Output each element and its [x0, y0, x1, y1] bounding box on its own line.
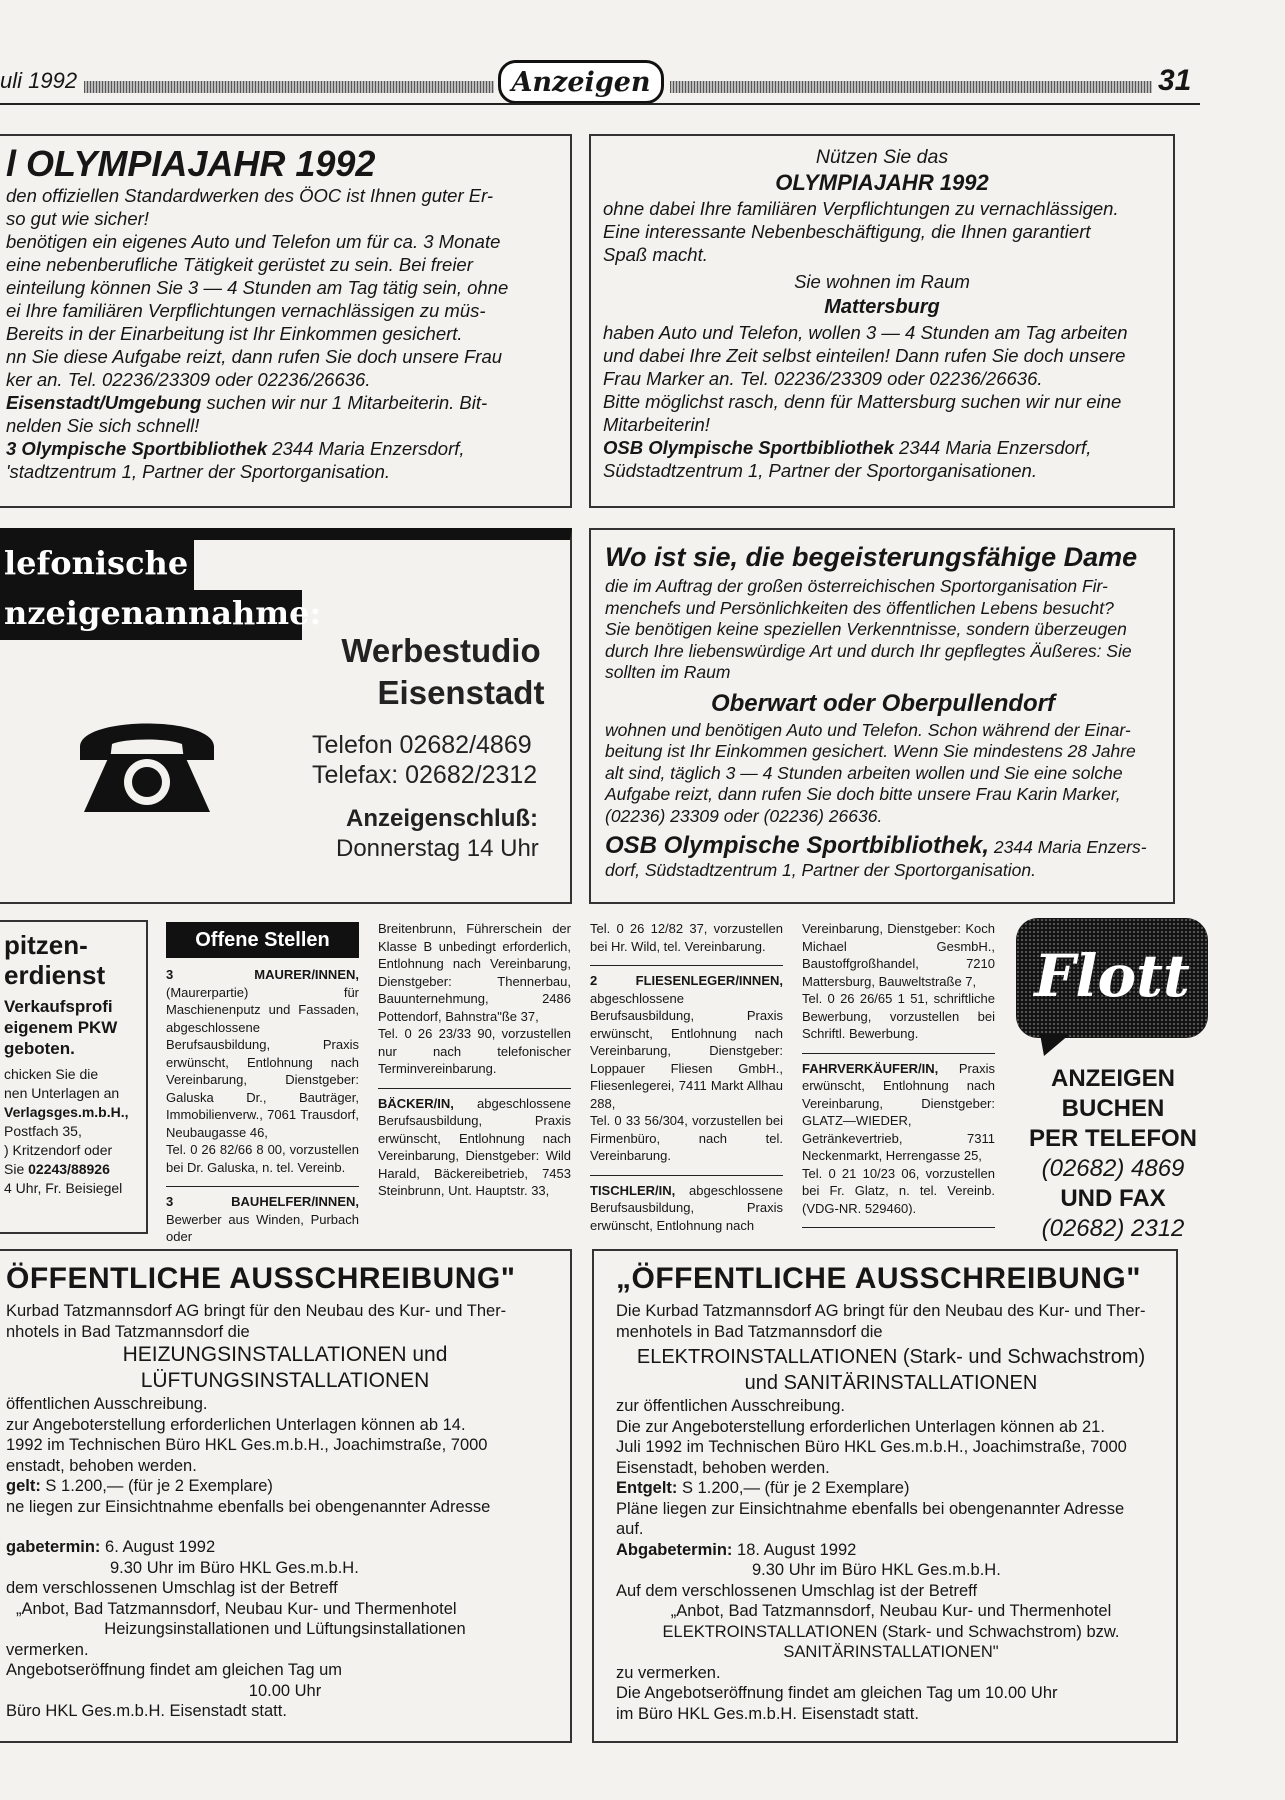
ad1-region: Eisenstadt/Umgebung	[6, 392, 202, 413]
ad-flott	[1016, 918, 1210, 1242]
ad1-line: den offiziellen Standardwerken des ÖOC ist Ihnen guter Er-	[6, 185, 494, 206]
telephone-icon	[72, 708, 222, 818]
ad1-line: einteilung können Sie 3 — 4 Stunden am Tag tätig sein, ohne	[6, 277, 509, 298]
tender1-line: nhotels in Bad Tatzmannsdorf die	[6, 1322, 250, 1341]
ad5-sub: Verkaufsprofi	[4, 997, 113, 1016]
ad4-sig-name: OSB Olympische Sportbibliothek,	[605, 832, 990, 859]
header-rule	[0, 103, 1200, 105]
job-fliesenleger-title: 2 FLIESENLEGER/INNEN,	[590, 973, 783, 988]
tender2-quote: „Anbot, Bad Tatzmannsdorf, Neubau Kur- und Thermenhotel	[670, 1602, 1112, 1620]
ad3-company-2: Eisenstadt	[377, 674, 545, 711]
tender-heizung	[0, 1249, 572, 1743]
tender2-fee-value: S 1.200,— (für je 2 Exemplare)	[677, 1479, 910, 1497]
jobs-divider	[166, 1186, 359, 1187]
jobs-column-1	[166, 920, 359, 1256]
job-fahrverkaeufer-text: Praxis erwünscht, Entlohnung nach Vereinbarung, Dienstgeber: GLATZ—WIEDER, Getränkevertrieb, 7311 Neckenmarkt, Herrengasse 25,	[802, 1060, 995, 1163]
ad4-title: Wo ist sie, die begeisterungsfähige Dame	[605, 542, 1138, 572]
ad5-hours: 4 Uhr, Fr. Beisiegel	[4, 1180, 123, 1196]
job-fliesenleger	[590, 972, 783, 1165]
jobs-divider	[378, 1088, 571, 1089]
ad3-deadline: Donnerstag 14 Uhr	[336, 835, 539, 862]
job-tischler-tel: Tel. 0 26 26/65 1 51, schriftliche Bewerbung, vorzustellen bei Schriftl. Bewerbung.	[802, 991, 995, 1041]
flott-phone: (02682) 4869	[1041, 1155, 1185, 1182]
ad5-addr: ) Kritzendorf oder	[4, 1142, 113, 1158]
ad2-line: Bitte möglichst rasch, denn für Mattersburg suchen wir nur eine	[603, 391, 1122, 412]
job-bauhelfer-cont	[378, 920, 571, 1078]
ad4-line: (02236) 23309 oder (02236) 26636.	[605, 805, 883, 826]
ad-olympiajahr-left	[0, 134, 572, 508]
ad2-line: Eine interessante Nebenbeschäftigung, die Ihnen garantiert	[603, 221, 1091, 242]
jobs-title: Offene Stellen	[166, 922, 359, 958]
job-fahrverkaeufer-title: FAHRVERKÄUFER/IN,	[802, 1060, 939, 1076]
ad4-sig-line2: dorf, Südstadtzentrum 1, Partner der Sportorganisation.	[605, 860, 1036, 880]
job-baecker-title: BÄCKER/IN,	[378, 1095, 454, 1111]
ad5-sub: eigenem PKW	[4, 1018, 118, 1037]
tender2-title: „ÖFFENTLICHE AUSSCHREIBUNG"	[616, 1262, 1141, 1295]
ad1-region-line	[6, 391, 560, 414]
ad4-line: wohnen und benötigen Auto und Telefon. Schon während der Einar-	[605, 719, 1131, 740]
job-baecker-tel: Tel. 0 26 12/82 37, vorzustellen bei Hr. Wild, tel. Vereinbarung.	[590, 921, 783, 954]
job-tischler-cont	[802, 920, 995, 1043]
jobs-divider	[802, 1227, 995, 1228]
ad2-intro: Nützen Sie das	[815, 146, 949, 168]
tender2-due-time: 9.30 Uhr im Büro HKL Ges.m.b.H.	[752, 1561, 1001, 1579]
job-bauhelfer	[166, 1193, 359, 1246]
ad1-signature	[6, 437, 560, 460]
tender1-line: ne liegen zur Einsichtnahme ebenfalls bei obengenannter Adresse	[6, 1497, 491, 1516]
ad4-line: Sie benötigen keine speziellen Verkenntnisse, sondern überzeugen	[605, 619, 1127, 639]
job-maurer-tel: Tel. 0 26 82/66 8 00, vorzustellen bei Dr. Galuska, n. tel. Vereinb.	[166, 1142, 359, 1175]
ad4-line: sollten im Raum	[605, 662, 731, 682]
ad2-line: und dabei Ihre Zeit selbst einteilen! Dann rufen Sie doch unsere	[603, 345, 1126, 366]
ad1-line: nn Sie diese Aufgabe reizt, dann rufen Sie doch unsere Frau	[6, 346, 503, 367]
tender1-work: HEIZUNGSINSTALLATIONEN und	[122, 1343, 448, 1366]
tender1-due-label: gabetermin:	[6, 1538, 101, 1556]
ad5-line: nen Unterlagen an	[4, 1085, 120, 1101]
ad5-line: chicken Sie die	[4, 1066, 99, 1082]
flott-text	[1016, 1064, 1210, 1244]
ad-olympiajahr-right	[589, 134, 1175, 508]
job-baecker	[378, 1095, 571, 1200]
ad2-title: OLYMPIAJAHR 1992	[775, 170, 989, 195]
tender2-line: zur öffentlichen Ausschreibung.	[616, 1397, 846, 1415]
ad3-phone: Telefon 02682/4869	[312, 731, 532, 759]
tender1-due	[6, 1537, 564, 1558]
ad1-sig-name: 3 Olympische Sportbibliothek	[6, 438, 268, 459]
tender1-line: zur Angeboterstellung erforderlichen Unterlagen können ab 14.	[6, 1415, 466, 1434]
ad4-signature	[605, 833, 1161, 860]
tender2-line: im Büro HKL Ges.m.b.H. Eisenstadt statt.	[616, 1704, 919, 1723]
job-fliesenleger-tel: Tel. 0 33 56/304, vorzustellen bei Firmenbüro, nach tel. Vereinbarung.	[590, 1113, 783, 1163]
ad1-line: benötigen ein eigenes Auto und Telefon um für ca. 3 Monate	[6, 231, 501, 252]
job-bauhelfer-title: 3 BAUHELFER/INNEN,	[166, 1194, 359, 1209]
ad2-line: Mitarbeiterin!	[603, 414, 710, 435]
ad1-sig-rest: 2344 Maria Enzersdorf,	[267, 438, 465, 459]
job-tischler	[590, 1182, 783, 1235]
ad3-label-1: lefonische	[0, 540, 194, 590]
ad2-sig-line2: Südstadtzentrum 1, Partner der Sportorganisationen.	[603, 460, 1037, 481]
tender1-due-value: 6. August 1992	[100, 1538, 216, 1556]
ad5-sub: geboten.	[4, 1039, 75, 1058]
ad1-line: so gut wie sicher!	[6, 208, 149, 229]
ad5-title-2: erdienst	[4, 960, 106, 990]
job-fahrverkaeufer-tel: Tel. 0 21 10/23 06, vorzustellen bei Fr. Glatz, n. tel. Vereinb. (VDG-NR. 529460).	[802, 1165, 995, 1216]
tender1-line: Angebotseröffnung findet am gleichen Tag um	[6, 1661, 343, 1679]
jobs-divider	[590, 965, 783, 966]
flott-line: PER TELEFON	[1028, 1125, 1197, 1152]
ad5-title-1: pitzen-	[4, 930, 88, 960]
tender2-line: Juli 1992 im Technischen Büro HKL Ges.m.b.H., Joachimstraße, 7000	[616, 1438, 1127, 1456]
ad4-line: durch Ihre liebenswürdige Art und durch Ihr gepflegtes Äußeres: Sie	[605, 640, 1132, 661]
page-number: 31	[1158, 64, 1192, 97]
ad-wo-ist-sie	[589, 528, 1175, 904]
tender1-fee	[6, 1476, 564, 1497]
ad-spitzenverdienst	[0, 920, 148, 1234]
job-tischler-title: TISCHLER/IN,	[590, 1182, 676, 1198]
job-bauhelfer-tel: Tel. 0 26 23/33 90, vorzustellen nur nach telefonischer Terminvereinbarung.	[378, 1026, 571, 1076]
flott-line: BUCHEN	[1061, 1095, 1165, 1122]
tender1-line: Büro HKL Ges.m.b.H. Eisenstadt statt.	[6, 1702, 287, 1720]
ad2-line: ohne dabei Ihre familiären Verpflichtungen zu vernachlässigen.	[603, 198, 1119, 219]
tender1-line: 1992 im Technischen Büro HKL Ges.m.b.H., Joachimstraße, 7000	[6, 1436, 488, 1454]
ad1-region-rest: suchen wir nur 1 Mitarbeiterin. Bit-	[201, 392, 488, 413]
ad-telefonische-anzeigenannahme	[0, 528, 572, 904]
ad4-region: Oberwart oder Oberpullendorf	[710, 689, 1056, 717]
ad3-fax: Telefax: 02682/2312	[312, 761, 538, 789]
job-bauhelfer-cont-text: Breitenbrunn, Führerschein der Klasse B unbedingt erforderlich, Entlohnung nach Vereinbarung, Dienstgeber: Thennerbau, Bauunternehmung, 2486 Pottendorf, Bahnstra"ße 37,	[378, 921, 571, 1024]
header-bar-right	[670, 81, 1152, 93]
tender2-line: Die zur Angeboterstellung erforderlichen Unterlagen können ab 21.	[616, 1417, 1105, 1436]
ad2-region: Mattersburg	[824, 296, 940, 318]
flott-and: UND FAX	[1060, 1185, 1166, 1212]
tender1-fee-label: gelt:	[6, 1477, 41, 1495]
ad4-line: menchefs und Persönlichkeiten des öffentlichen Lebens besucht?	[605, 597, 1114, 618]
ad3-company-1: Werbestudio	[341, 632, 541, 669]
tender1-quote: „Anbot, Bad Tatzmannsdorf, Neubau Kur- und Thermenhotel	[16, 1599, 457, 1618]
ad1-line: nelden Sie sich schnell!	[6, 415, 200, 436]
ad2-line: Frau Marker an. Tel. 02236/23309 oder 02236/26636.	[603, 368, 1043, 389]
ad2-line: Spaß macht.	[603, 244, 708, 265]
tender2-due	[616, 1540, 1166, 1561]
tender2-line: Eisenstadt, behoben werden.	[616, 1458, 830, 1477]
tender2-line: Die Angebotseröffnung findet am gleichen Tag um 10.00 Uhr	[616, 1684, 1058, 1702]
tender2-due-label: Abgabetermin:	[616, 1540, 733, 1559]
tender1-work: LÜFTUNGSINSTALLATIONEN	[140, 1369, 430, 1392]
tender2-work: ELEKTROINSTALLATIONEN (Stark- und Schwachstrom)	[636, 1346, 1146, 1368]
tender1-quote: Heizungsinstallationen und Lüftungsinstallationen	[104, 1620, 466, 1638]
ad3-label-2: nzeigenannahme:	[0, 590, 302, 640]
tender2-line: zu vermerken.	[616, 1663, 721, 1682]
job-bauhelfer-text: Bewerber aus Winden, Purbach oder	[166, 1211, 359, 1244]
ad4-line: alt sind, täglich 3 — 4 Stunden arbeiten wollen und Sie eine solche	[605, 762, 1123, 783]
ad1-line: eine nebenberufliche Tätigkeit gerüstet zu sein. Bei freier	[6, 254, 473, 275]
issue-date: uli 1992	[0, 68, 78, 93]
jobs-divider	[802, 1053, 995, 1054]
tender1-title: ÖFFENTLICHE AUSSCHREIBUNG"	[6, 1262, 516, 1295]
tender2-due-value: 18. August 1992	[732, 1540, 857, 1559]
ad5-addr: Postfach 35,	[4, 1123, 82, 1139]
speech-tail-icon	[1040, 1034, 1070, 1056]
ad4-sig-rest: 2344 Maria Enzers-	[989, 837, 1147, 857]
ad5-phone-pre: Sie	[4, 1161, 29, 1177]
job-maurer	[166, 966, 359, 1176]
ad4-line: beitung ist Ihr Einkommen gesichert. Wenn Sie mindestens 28 Jahre	[605, 741, 1136, 761]
ad2-sig-name: OSB Olympische Sportbibliothek	[603, 437, 894, 458]
tender1-line: 10.00 Uhr	[248, 1681, 322, 1700]
tender1-fee-value: S 1.200,— (für je 2 Exemplare)	[40, 1477, 273, 1495]
header-bar-left	[84, 81, 494, 93]
tender2-line: Pläne liegen zur Einsichtnahme ebenfalls bei obengenannter Adresse	[616, 1499, 1125, 1518]
section-title: Anzeigen	[498, 60, 664, 104]
ad4-line: die im Auftrag der großen österreichischen Sportorganisation Fir-	[605, 576, 1108, 596]
ad2-signature	[603, 436, 1161, 459]
tender1-line: dem verschlossenen Umschlag ist der Betreff	[6, 1579, 338, 1597]
ad5-company: Verlagsges.m.b.H.,	[4, 1104, 129, 1120]
flott-fax: (02682) 2312	[1041, 1215, 1185, 1242]
flott-line: ANZEIGEN	[1050, 1065, 1175, 1092]
job-tischler-cont-text: Vereinbarung, Dienstgeber: Koch Michael GesmbH., Baustoffgroßhandel, 7210 Mattersburg, Bauweltstraße 7,	[802, 921, 995, 989]
tender2-line: Auf dem verschlossenen Umschlag ist der Betreff	[616, 1581, 978, 1600]
jobs-column-4	[802, 920, 995, 1234]
job-fahrverkaeufer	[802, 1060, 995, 1218]
tender1-line: enstadt, behoben werden.	[6, 1456, 197, 1475]
ad2-region-intro: Sie wohnen im Raum	[794, 271, 970, 292]
ad1-line: Bereits in der Einarbeitung ist Ihr Einkommen gesichert.	[6, 323, 463, 344]
tender-elektro	[592, 1249, 1178, 1743]
flott-logo: Flott	[1034, 942, 1190, 1010]
tender2-line: auf.	[616, 1520, 644, 1538]
tender1-line: vermerken.	[6, 1640, 89, 1659]
tender1-line: Kurbad Tatzmannsdorf AG bringt für den Neubau des Kur- und Ther-	[6, 1302, 507, 1320]
tender2-line: menhotels in Bad Tatzmannsdorf die	[616, 1322, 883, 1341]
ad4-line: Aufgabe reizt, dann rufen Sie doch bitte unsere Frau Karin Marker,	[605, 784, 1121, 804]
job-maurer-text: (Maurerpartie) für Maschienenputz und Fassaden, abgeschlossene Berufsausbildung, Praxis erwünscht, Entlohnung nach Vereinbarung, Dienstgeber: Galuska Dr., Bauträger, Immobilienverw., 7061 Trausdorf, Neubaugasse 46,	[166, 984, 359, 1140]
tender2-fee	[616, 1478, 1166, 1499]
job-fliesenleger-text: abgeschlossene Berufsausbildung, Praxis erwünscht, Entlohnung nach Vereinbarung, Dienstgeber: Loppauer Fliesen GmbH., Fliesenlegerei, 7411 Markt Allhau 288,	[590, 990, 783, 1111]
tender2-quote: ELEKTROINSTALLATIONEN (Stark- und Schwachstrom) bzw.	[662, 1622, 1120, 1641]
ad5-phone: 02243/88926	[28, 1161, 110, 1177]
job-tischler-text: abgeschlossene Berufsausbildung, Praxis erwünscht, Entlohnung nach	[590, 1182, 783, 1233]
ad2-sig-rest: 2344 Maria Enzersdorf,	[893, 437, 1092, 458]
tender2-quote: SANITÄRINSTALLATIONEN"	[783, 1643, 999, 1661]
jobs-divider	[590, 1175, 783, 1176]
jobs-column-3	[590, 920, 783, 1244]
tender2-work: und SANITÄRINSTALLATIONEN	[744, 1372, 1038, 1394]
tender2-line: Die Kurbad Tatzmannsdorf AG bringt für den Neubau des Kur- und Ther-	[616, 1302, 1146, 1320]
ad1-title: l OLYMPIAJAHR 1992	[6, 143, 376, 184]
ad5-phone-line	[4, 1160, 144, 1179]
ad1-line: ei Ihre familiären Verpflichtungen vernachlässigen zu müs-	[6, 300, 486, 321]
ad1-sig-line2: 'stadtzentrum 1, Partner der Sportorganisation.	[6, 461, 391, 482]
tender1-line: öffentlichen Ausschreibung.	[6, 1395, 208, 1413]
ad2-line: haben Auto und Telefon, wollen 3 — 4 Stunden am Tag arbeiten	[603, 322, 1128, 343]
jobs-column-2	[378, 920, 571, 1210]
tender2-fee-label: Entgelt:	[616, 1479, 678, 1497]
tender1-due-time: 9.30 Uhr im Büro HKL Ges.m.b.H.	[110, 1558, 359, 1577]
ad3-company	[320, 630, 562, 714]
job-maurer-title: 3 MAURER/INNEN,	[166, 967, 359, 982]
ad3-deadline-label: Anzeigenschluß:	[346, 805, 539, 832]
job-baecker-text: abgeschlossene Berufsausbildung, Praxis erwünscht, Entlohnung nach Vereinbarung, Dienstgeber: Wild Harald, Bäckereibetrieb, 7453 Steinbrunn, Unt. Hauptstr. 33,	[378, 1095, 571, 1198]
ad1-line: ker an. Tel. 02236/23309 oder 02236/26636.	[6, 369, 371, 390]
